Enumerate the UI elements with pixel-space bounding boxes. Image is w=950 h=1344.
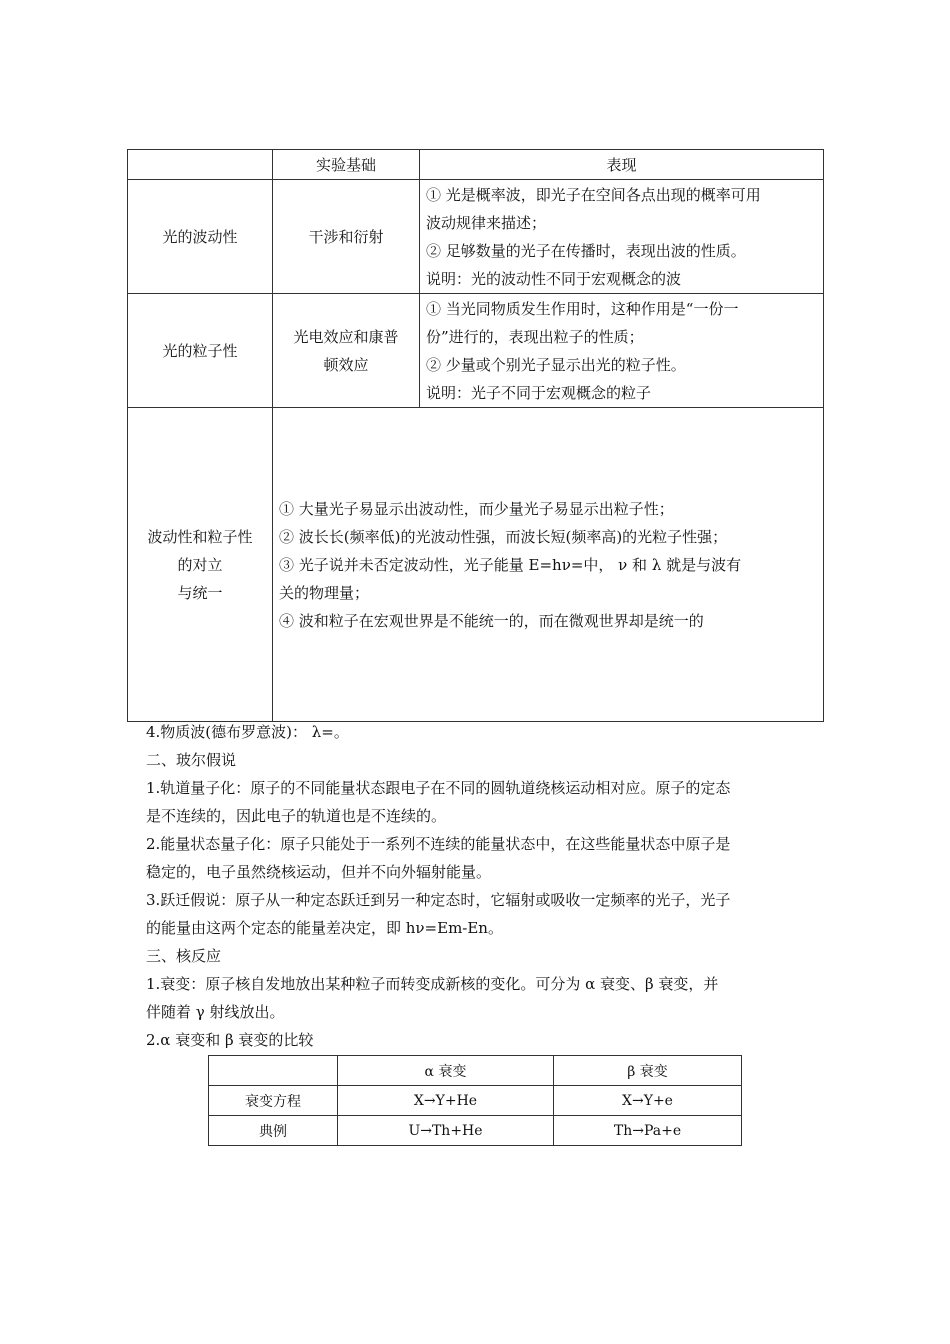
row-description: ① 大量光子易显示出波动性，而少量光子易显示出粒子性； ② 波长长(频率低)的光波动性强，而波长短(频率高)的光粒子性强； ③ 光子说并未否定波动性，光子能量 E=hν=中， ν 和 λ 就是与波有 关的物理量； ④ 波和粒子在宏观世界是不能统一的，而在微观世界却是统一的 bbox=[273, 408, 824, 722]
paragraph-line: 2.α 衰变和 β 衰变的比较 bbox=[146, 1031, 314, 1049]
table1-header-empty bbox=[128, 150, 273, 180]
paragraph-line: 是不连续的，因此电子的轨道也是不连续的。 bbox=[146, 807, 447, 825]
beta-equation: X→Y+e bbox=[554, 1086, 742, 1116]
paragraph-line: 的能量由这两个定态的能量差决定，即 hν=Em-En。 bbox=[146, 919, 503, 937]
row-basis: 光电效应和康普 顿效应 bbox=[273, 294, 420, 408]
paragraph-line: 伴随着 γ 射线放出。 bbox=[146, 1003, 285, 1021]
table-row bbox=[209, 1056, 742, 1086]
table2-header-beta: β 衰变 bbox=[554, 1056, 742, 1086]
wave-particle-table bbox=[127, 149, 824, 722]
row-description: ① 光是概率波，即光子在空间各点出现的概率可用 波动规律来描述； ② 足够数量的光子在传播时，表现出波的性质。 说明：光的波动性不同于宏观概念的波 bbox=[420, 180, 824, 294]
row-name: 波动性和粒子性 的对立 与统一 bbox=[128, 408, 273, 722]
alpha-example: U→Th+He bbox=[338, 1116, 554, 1146]
section-heading-bohr: 二、玻尔假说 bbox=[146, 751, 237, 769]
row-basis: 干涉和衍射 bbox=[273, 180, 420, 294]
table-row bbox=[128, 294, 824, 408]
row-name: 光的粒子性 bbox=[128, 294, 273, 408]
table1-header-basis: 实验基础 bbox=[273, 150, 420, 180]
table1-header-performance: 表现 bbox=[420, 150, 824, 180]
paragraph-line: 1.轨道量子化：原子的不同能量状态跟电子在不同的圆轨道绕核运动相对应。原子的定态 bbox=[146, 779, 731, 797]
alpha-equation: X→Y+He bbox=[338, 1086, 554, 1116]
row-label: 衰变方程 bbox=[209, 1086, 338, 1116]
table-row bbox=[128, 408, 824, 722]
row-name: 光的波动性 bbox=[128, 180, 273, 294]
paragraph-line: 3.跃迁假说：原子从一种定态跃迁到另一种定态时，它辐射或吸收一定频率的光子，光子 bbox=[146, 891, 731, 909]
table-row bbox=[128, 180, 824, 294]
paragraph-matter-wave: 4.物质波(德布罗意波)： λ=。 bbox=[146, 723, 349, 741]
table-row bbox=[209, 1086, 742, 1116]
paragraph-line: 稳定的，电子虽然绕核运动，但并不向外辐射能量。 bbox=[146, 863, 492, 881]
table-row bbox=[209, 1116, 742, 1146]
row-description: ① 当光同物质发生作用时，这种作用是“一份一 份”进行的，表现出粒子的性质； ② 少量或个别光子显示出光的粒子性。 说明：光子不同于宏观概念的粒子 bbox=[420, 294, 824, 408]
paragraph-line: 2.能量状态量子化：原子只能处于一系列不连续的能量状态中，在这些能量状态中原子是 bbox=[146, 835, 731, 853]
section-heading-nuclear: 三、核反应 bbox=[146, 947, 222, 965]
decay-comparison-table bbox=[208, 1055, 742, 1146]
table2-header-alpha: α 衰变 bbox=[338, 1056, 554, 1086]
paragraph-line: 1.衰变：原子核自发地放出某种粒子而转变成新核的变化。可分为 α 衰变、β 衰变，并 bbox=[146, 975, 719, 993]
row-label: 典例 bbox=[209, 1116, 338, 1146]
table2-header-empty bbox=[209, 1056, 338, 1086]
beta-example: Th→Pa+e bbox=[554, 1116, 742, 1146]
